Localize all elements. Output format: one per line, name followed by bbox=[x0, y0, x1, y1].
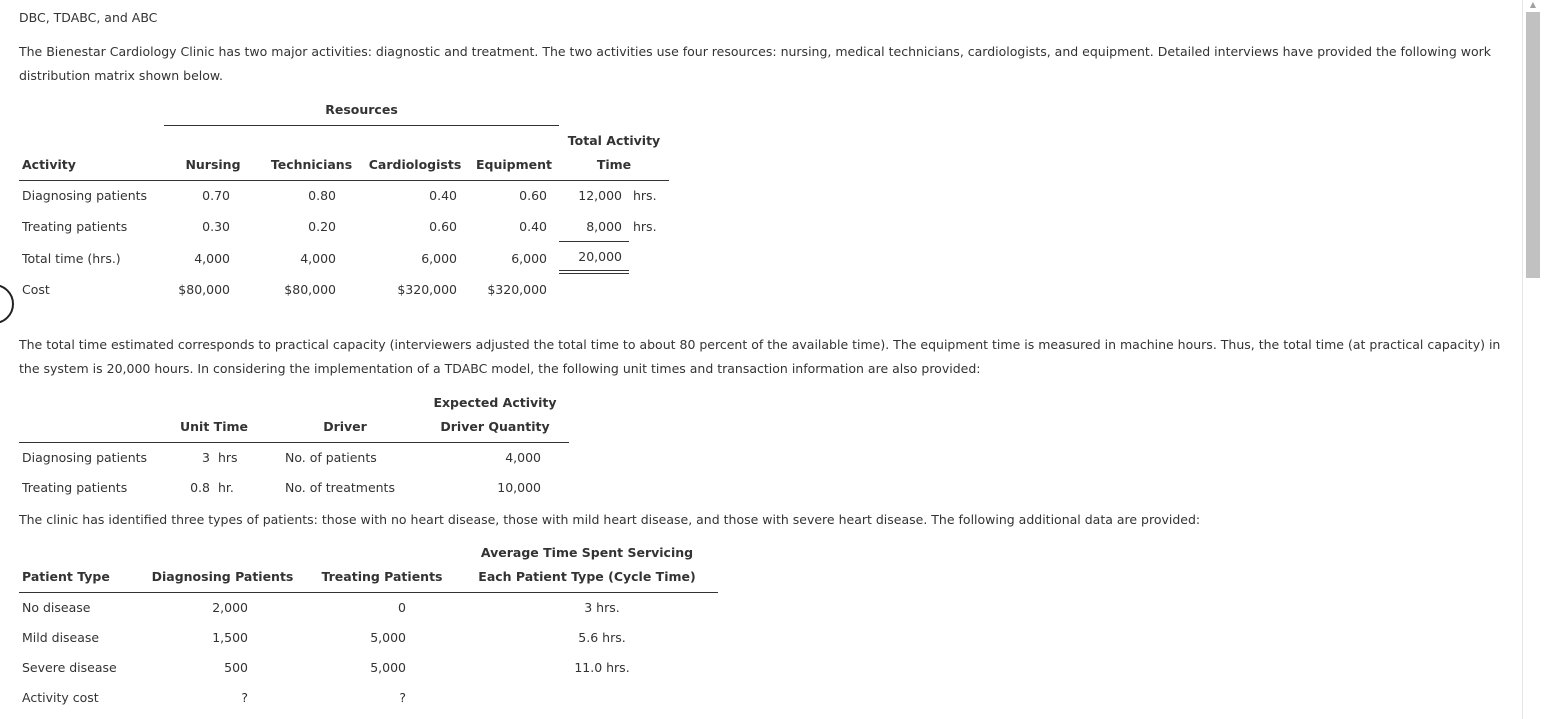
table-cell: 0.40 bbox=[519, 219, 547, 234]
intro-paragraph: The Bienestar Cardiology Clinic has two major activities: diagnostic and treatment. The two activities use four resources: nursing, medical technicians, cardiologists, and equipment. Detailed interviews have provided the following work distribution matrix shown below. bbox=[19, 44, 1491, 83]
patient-types-paragraph: The clinic has identified three types of patients: those with no heart disease, those with mild heart disease, and those with severe heart disease. The following additional data are provided: bbox=[19, 512, 1201, 527]
avg-time-header-line2: Each Patient Type (Cycle Time) bbox=[478, 569, 696, 584]
avg-time-header-line1: Average Time Spent Servicing bbox=[480, 545, 694, 560]
cycle-time-cell: 11.0 hrs. bbox=[574, 660, 630, 675]
expected-activity-header-line1: Expected Activity bbox=[433, 395, 557, 410]
quantity-cell: 4,000 bbox=[505, 450, 541, 465]
table-cell: $320,000 bbox=[397, 282, 457, 297]
cardiologists-column-header: Cardiologists bbox=[368, 157, 462, 172]
table-row-label: Diagnosing patients bbox=[22, 450, 148, 465]
resources-underline bbox=[164, 125, 559, 126]
cycle-time-cell: 5.6 hrs. bbox=[578, 630, 626, 645]
total-cell: 12,000 bbox=[578, 188, 622, 203]
unit-time-label: hrs bbox=[218, 450, 238, 465]
table-row-label: Treating patients bbox=[22, 219, 128, 234]
table-cell: 0.60 bbox=[429, 219, 457, 234]
treating-cell: 5,000 bbox=[370, 630, 406, 645]
practical-capacity-paragraph: The total time estimated corresponds to practical capacity (interviewers adjusted the total time to about 80 percent of the available time). The equipment time is measured in machine hours. Thus, the total time (at practical capacity) in the system is 20,000 hours. In considering the implementation of a TDABC model, the following unit times and transaction information are also provided: bbox=[19, 337, 1501, 376]
quantity-cell: 10,000 bbox=[497, 480, 541, 495]
total-cell: 8,000 bbox=[586, 219, 622, 234]
treating-cell: 0 bbox=[398, 600, 406, 615]
subtotal-rule bbox=[559, 241, 629, 242]
table-row-label: Total time (hrs.) bbox=[22, 251, 121, 266]
unit-time-value: 3 bbox=[202, 450, 210, 465]
driver-cell: No. of patients bbox=[285, 450, 377, 465]
table-cell: 4,000 bbox=[194, 251, 230, 266]
resources-group-header: Resources bbox=[325, 102, 398, 117]
driver-cell: No. of treatments bbox=[285, 480, 395, 495]
equipment-column-header: Equipment bbox=[476, 157, 552, 172]
grand-total-double-rule bbox=[559, 270, 629, 274]
table-row-label: Cost bbox=[22, 282, 50, 297]
table-row-label: Diagnosing patients bbox=[22, 188, 148, 203]
driver-header: Driver bbox=[323, 419, 367, 434]
unit-time-value: 0.8 bbox=[190, 480, 210, 495]
table-row-label: Treating patients bbox=[22, 480, 128, 495]
treating-patients-column-header: Treating Patients bbox=[321, 569, 443, 584]
nursing-column-header: Nursing bbox=[185, 157, 241, 172]
diagnosing-cost-placeholder: ? bbox=[241, 690, 248, 705]
table-cell: 6,000 bbox=[421, 251, 457, 266]
treating-cost-placeholder: ? bbox=[399, 690, 406, 705]
table-cell: 4,000 bbox=[300, 251, 336, 266]
table2-header-rule bbox=[19, 442, 569, 443]
unit-time-header: Unit Time bbox=[180, 419, 248, 434]
table-cell: $80,000 bbox=[178, 282, 230, 297]
table-cell: 0.20 bbox=[308, 219, 336, 234]
table-cell: 0.60 bbox=[519, 188, 547, 203]
table-cell: 0.70 bbox=[202, 188, 230, 203]
unit-label: hrs. bbox=[633, 188, 657, 203]
table-row-label: Activity cost bbox=[22, 690, 99, 705]
table3-header-rule bbox=[19, 592, 718, 593]
table-cell: $80,000 bbox=[284, 282, 336, 297]
table-cell: $320,000 bbox=[487, 282, 547, 297]
unit-label: hrs. bbox=[633, 219, 657, 234]
circle-mark-icon bbox=[0, 284, 14, 324]
diagnosing-cell: 1,500 bbox=[212, 630, 248, 645]
treating-cell: 5,000 bbox=[370, 660, 406, 675]
table-row-label: Severe disease bbox=[22, 660, 117, 675]
table1-header-rule bbox=[19, 180, 669, 181]
table-cell: 0.40 bbox=[429, 188, 457, 203]
problem-title: DBC, TDABC, and ABC bbox=[19, 10, 158, 25]
activity-column-header: Activity bbox=[22, 157, 76, 172]
scroll-up-arrow-icon[interactable]: ▲ bbox=[1529, 0, 1537, 9]
expected-activity-header-line2: Driver Quantity bbox=[440, 419, 550, 434]
total-activity-header-line2: Time bbox=[596, 157, 632, 172]
total-activity-header-line1: Total Activity bbox=[567, 133, 661, 148]
grand-total-cell: 20,000 bbox=[578, 249, 622, 264]
patient-type-column-header: Patient Type bbox=[22, 569, 110, 584]
diagnosing-patients-column-header: Diagnosing Patients bbox=[151, 569, 294, 584]
table-row-label: No disease bbox=[22, 600, 91, 615]
table-row-label: Mild disease bbox=[22, 630, 100, 645]
table-cell: 0.30 bbox=[202, 219, 230, 234]
cycle-time-cell: 3 hrs. bbox=[584, 600, 620, 615]
unit-time-label: hr. bbox=[218, 480, 234, 495]
table-cell: 6,000 bbox=[511, 251, 547, 266]
diagnosing-cell: 500 bbox=[224, 660, 248, 675]
scrollbar-thumb[interactable] bbox=[1526, 12, 1540, 278]
technicians-column-header: Technicians bbox=[270, 157, 353, 172]
diagnosing-cell: 2,000 bbox=[212, 600, 248, 615]
table-cell: 0.80 bbox=[308, 188, 336, 203]
